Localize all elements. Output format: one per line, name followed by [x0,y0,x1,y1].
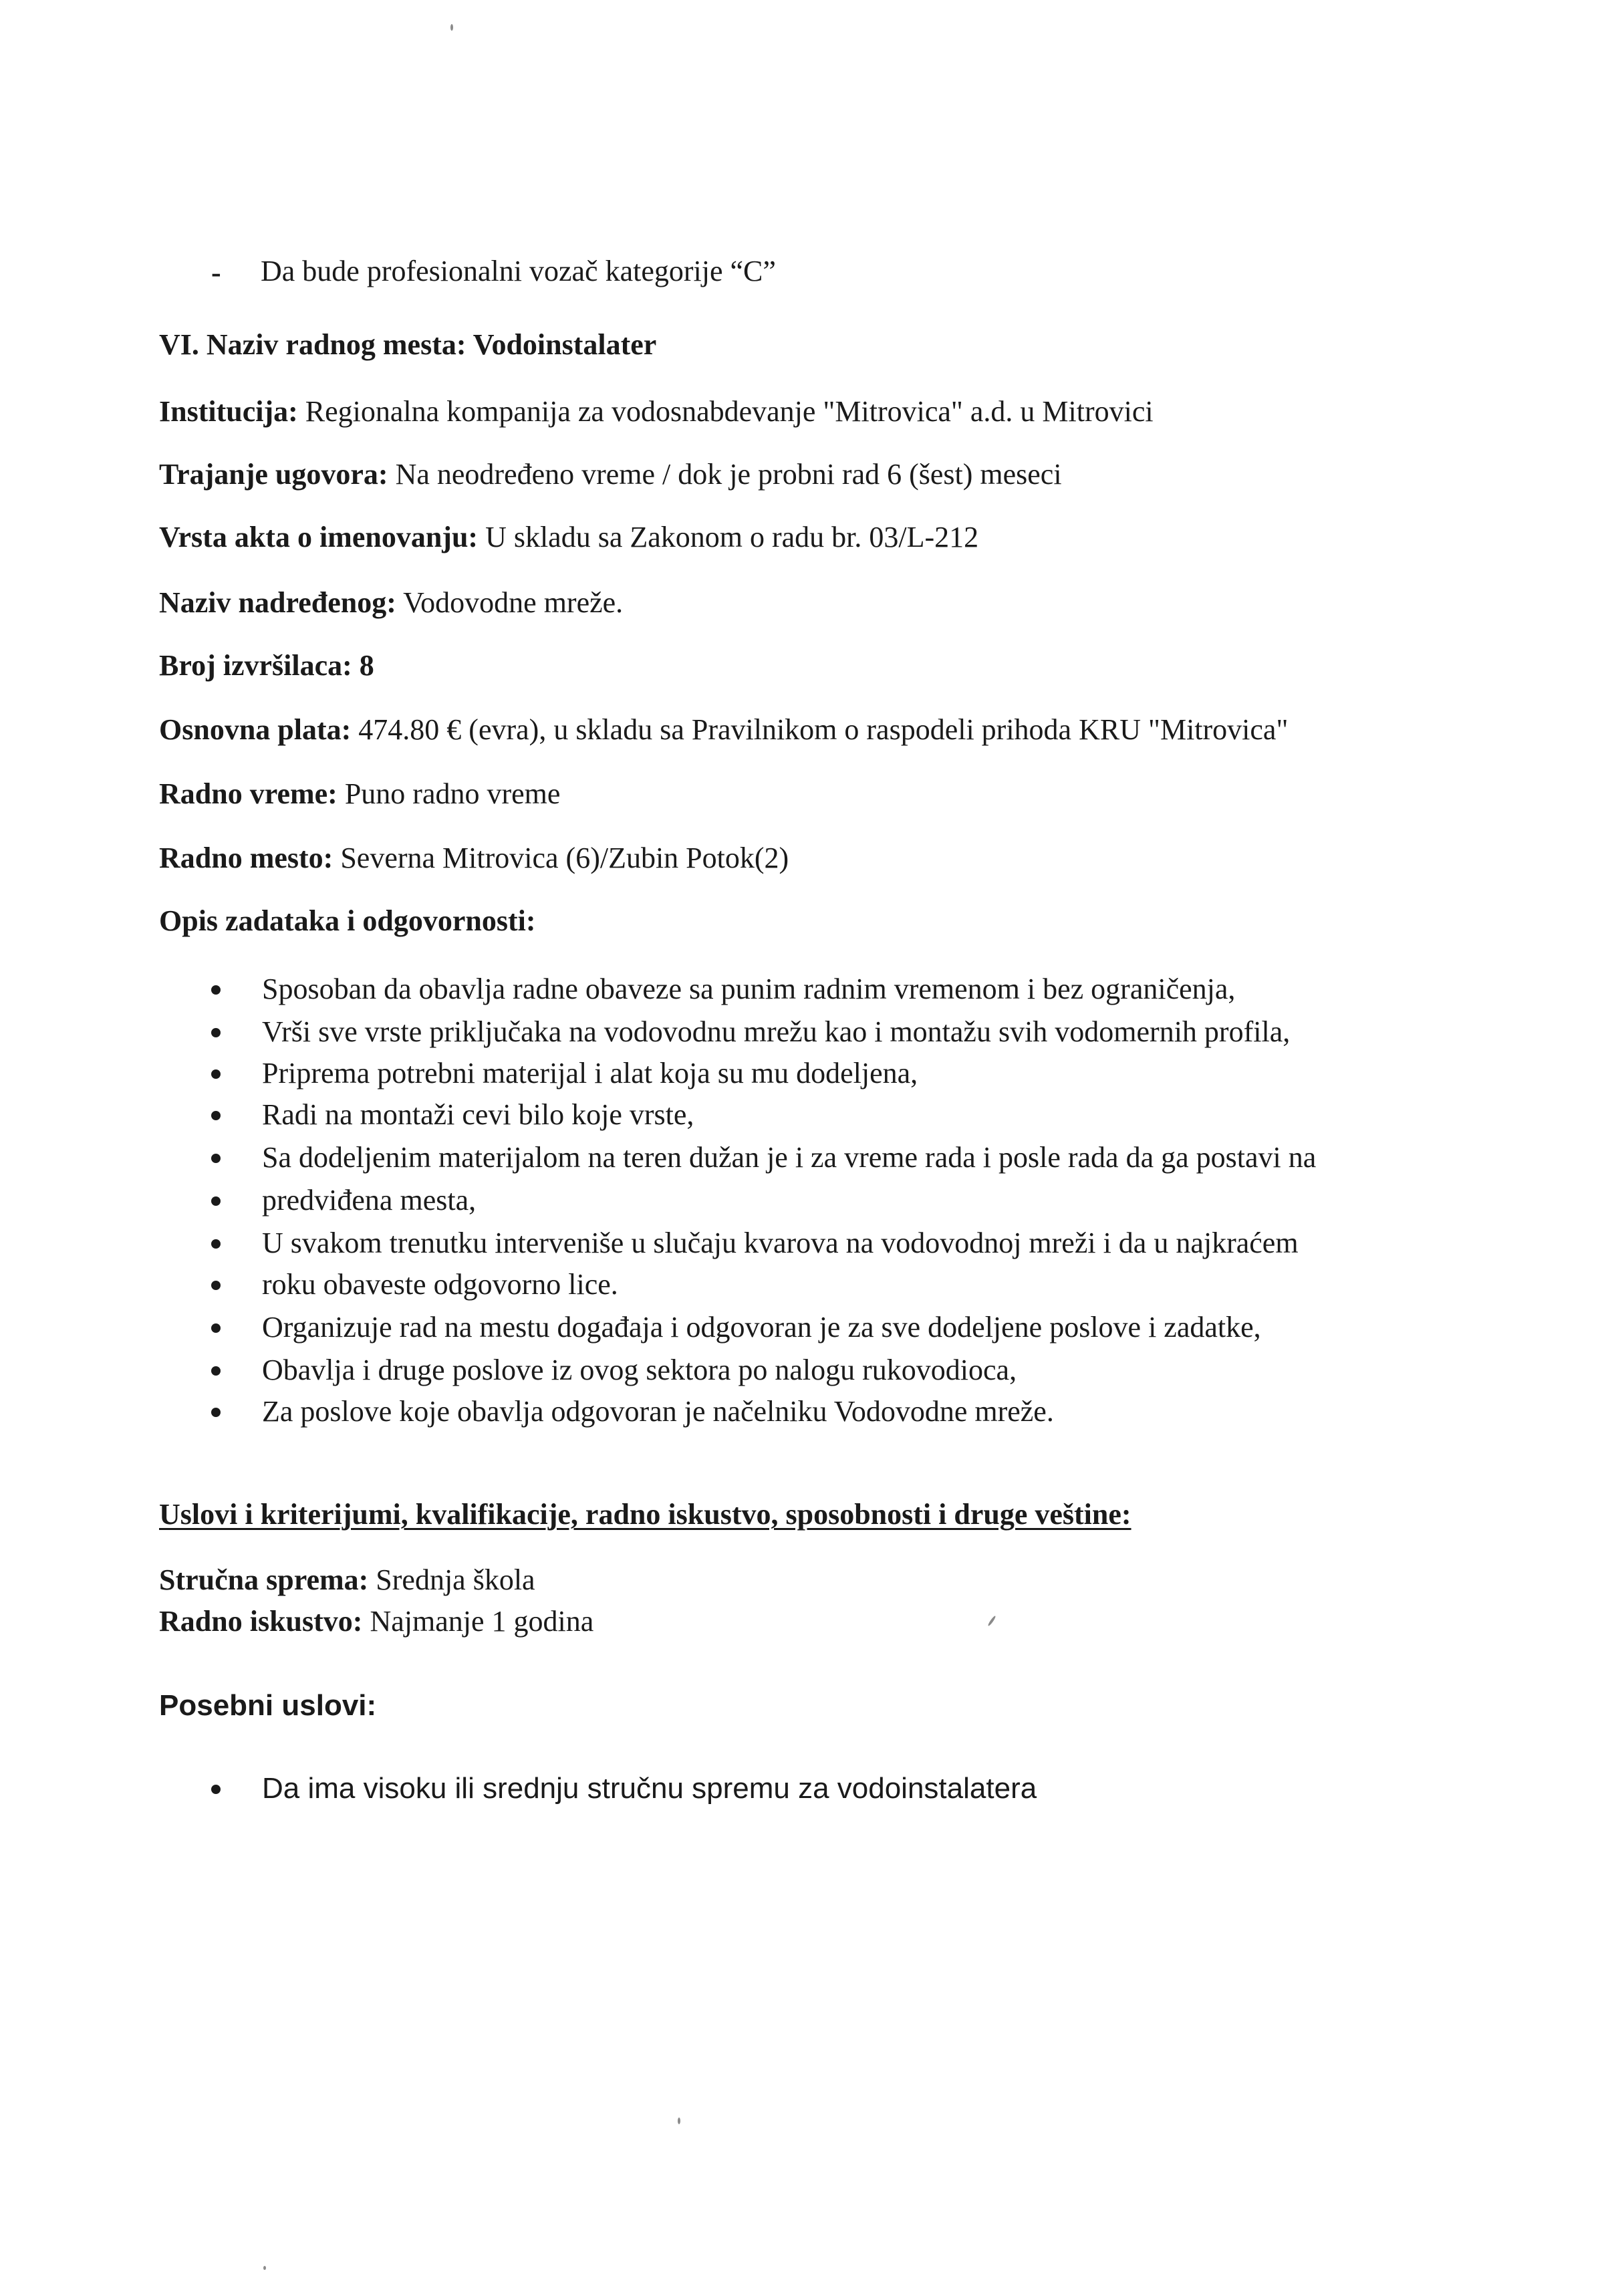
field-trajanje [159,456,1062,493]
section-heading: VI. Naziv radnog mesta: Vodoinstalater [159,328,657,361]
bullet-icon [211,1366,221,1376]
requirement-value: Srednja škola [368,1563,535,1596]
duty-item: U svakom trenutku interveniše u slučaju kvarova na vodovodnoj mreži i da u najkraćem [262,1227,1299,1259]
duty-item: Priprema potrebni materijal i alat koja su mu dodeljena, [262,1057,918,1090]
special-heading: Posebni uslovi: [159,1689,377,1722]
requirement-label: Stručna sprema: [159,1563,369,1596]
duty-item: Sa dodeljenim materijalom na teren dužan je i za vreme rada i posle rada da ga postavi na [262,1141,1317,1174]
field-value: Na neodređeno vreme / dok je probni rad 6 (šest) meseci [388,458,1062,491]
duty-item: Vrši sve vrste priključaka na vodovodnu mrežu kao i montažu svih vodomernih profila, [262,1015,1291,1048]
bullet-icon [211,1323,221,1333]
field-radno-mesto [159,840,789,877]
bullet-icon [211,1028,221,1037]
field-nadredjeni [159,584,623,622]
bullet-icon [211,1239,221,1249]
field-value: U skladu sa Zakonom o radu br. 03/L-212 [478,521,979,553]
scan-speck [678,2118,680,2124]
bullet-icon [211,1154,221,1163]
duty-item: Sposoban da obavlja radne obaveze sa punim radnim vremenom i bez ograničenja, [262,973,1236,1005]
duty-item: predviđena mesta, [262,1184,477,1217]
bullet-icon [211,1069,221,1079]
field-label: Radno mesto: [159,842,333,874]
bullet-icon [211,1408,221,1417]
field-label: Institucija: [159,395,298,428]
requirements-heading: Uslovi i kriterijumi, kvalifikacije, radno iskustvo, sposobnosti i druge veštine: [159,1498,1131,1531]
field-label: Naziv nadređenog: [159,586,396,619]
scan-speck [987,1615,996,1626]
field-vrsta-akta [159,519,978,556]
special-item: Da ima visoku ili srednju stručnu spremu za vodoinstalatera [262,1772,1037,1805]
bullet-icon [211,1111,221,1120]
duties-heading: Opis zadataka i odgovornosti: [159,904,536,937]
bullet-icon [211,1785,221,1794]
field-value: Puno radno vreme [337,777,561,810]
field-value: Regionalna kompanija za vodosnabdevanje "Mitrovica" a.d. u Mitrovici [297,395,1154,428]
scan-speck [263,2266,266,2270]
field-value: 474.80 € (evra), u skladu sa Pravilnikom o raspodeli prihoda KRU "Mitrovica" [351,713,1289,746]
requirement-value: Najmanje 1 godina [362,1605,594,1638]
requirement-radno-iskustvo [159,1603,593,1640]
bullet-icon [211,1196,221,1206]
field-label: Broj izvršilaca: 8 [159,649,374,682]
field-osnovna-plata [159,711,1288,749]
field-label: Vrsta akta o imenovanju: [159,521,479,553]
field-radno-vreme [159,775,560,813]
field-label: Trajanje ugovora: [159,458,388,491]
top-item-text: Da bude profesionalni vozač kategorije “C” [261,255,776,287]
requirement-label: Radno iskustvo: [159,1605,363,1638]
field-value: Vodovodne mreže. [396,586,624,619]
field-label: Osnovna plata: [159,713,352,746]
bullet-icon [211,1281,221,1290]
field-label: Radno vreme: [159,777,338,810]
scan-speck [450,24,453,31]
duty-item: Organizuje rad na mestu događaja i odgovoran je za sve dodeljene poslove i zadatke, [262,1311,1261,1344]
bullet-icon [211,985,221,995]
duty-item: roku obaveste odgovorno lice. [262,1268,618,1301]
requirement-strucna-sprema [159,1561,535,1599]
field-broj-izvrsilaca [159,647,374,684]
duty-item: Za poslove koje obavlja odgovoran je načelniku Vodovodne mreže. [262,1395,1054,1428]
duty-item: Radi na montaži cevi bilo koje vrste, [262,1098,694,1131]
field-value: Severna Mitrovica (6)/Zubin Potok(2) [333,842,789,874]
duty-item: Obavlja i druge poslove iz ovog sektora po nalogu rukovodioca, [262,1354,1017,1386]
dash-marker: - [211,256,221,289]
field-institucija [159,393,1154,430]
